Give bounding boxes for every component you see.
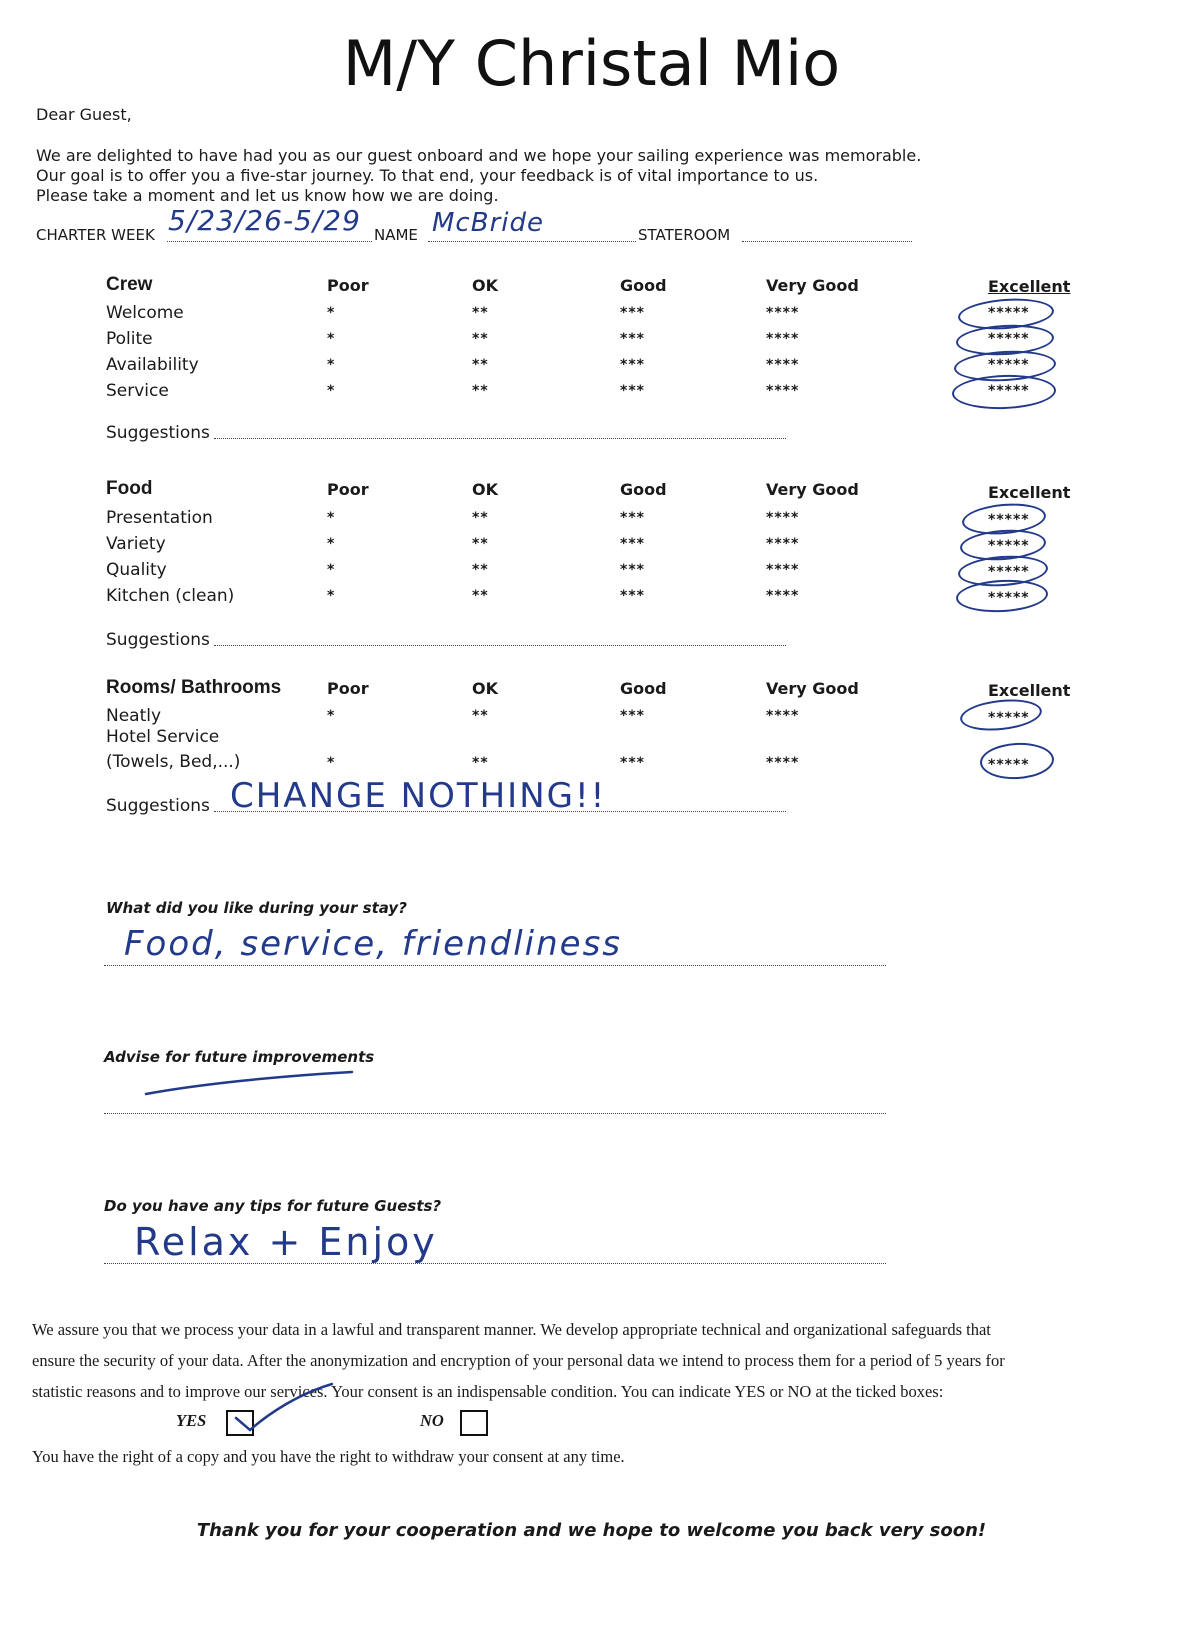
rating-very-good[interactable]: **** bbox=[766, 510, 800, 526]
rating-good[interactable]: *** bbox=[620, 383, 645, 399]
col-poor: Poor bbox=[327, 480, 369, 499]
consent-line-2: ensure the security of your data. After the anonymization and encryption of your personal data we intend to process them for a period of 5 years for bbox=[32, 1351, 1005, 1370]
rating-good[interactable]: *** bbox=[620, 305, 645, 321]
rating-poor[interactable]: * bbox=[327, 588, 336, 604]
stateroom-line[interactable] bbox=[742, 240, 912, 242]
row-label: (Towels, Bed,...) bbox=[106, 752, 241, 772]
answer-liked[interactable]: Food, service, friendliness bbox=[124, 924, 622, 964]
rating-ok[interactable]: ** bbox=[472, 588, 489, 604]
rating-excellent[interactable]: ***** bbox=[988, 710, 1030, 726]
consent-line-3: statistic reasons and to improve our services. Your consent is an indispensable condition. You can indicate YES or NO at the ticked boxes: bbox=[32, 1382, 944, 1401]
rating-good[interactable]: *** bbox=[620, 708, 645, 724]
rating-very-good[interactable]: **** bbox=[766, 305, 800, 321]
rating-good[interactable]: *** bbox=[620, 755, 645, 771]
col-ok: OK bbox=[472, 276, 498, 295]
no-checkbox[interactable] bbox=[460, 1410, 488, 1436]
row-label: Hotel Service bbox=[106, 727, 220, 747]
row-label: Neatly bbox=[106, 706, 162, 726]
rating-ok[interactable]: ** bbox=[472, 331, 489, 347]
rating-very-good[interactable]: **** bbox=[766, 383, 800, 399]
pen-stroke bbox=[140, 1066, 360, 1100]
suggestions-line[interactable] bbox=[214, 644, 786, 646]
salutation: Dear Guest, bbox=[36, 105, 132, 124]
rating-very-good[interactable]: **** bbox=[766, 331, 800, 347]
rating-excellent[interactable]: ***** bbox=[988, 590, 1030, 606]
rating-very-good[interactable]: **** bbox=[766, 562, 800, 578]
col-good: Good bbox=[620, 480, 667, 499]
intro-line-3: Please take a moment and let us know how we are doing. bbox=[36, 186, 499, 205]
no-label: NO bbox=[420, 1411, 444, 1430]
row-label: Variety bbox=[106, 534, 166, 554]
name-line bbox=[428, 240, 636, 242]
rating-excellent[interactable]: ***** bbox=[988, 331, 1030, 347]
rating-ok[interactable]: ** bbox=[472, 305, 489, 321]
suggestions-line[interactable] bbox=[214, 437, 786, 439]
rating-excellent[interactable]: ***** bbox=[988, 512, 1030, 528]
section-title-rooms: Rooms/ Bathrooms bbox=[106, 677, 282, 698]
rating-ok[interactable]: ** bbox=[472, 357, 489, 373]
row-label: Polite bbox=[106, 329, 153, 349]
answer-line-liked[interactable] bbox=[104, 964, 886, 966]
col-very-good: Very Good bbox=[766, 679, 859, 698]
rating-good[interactable]: *** bbox=[620, 588, 645, 604]
rating-poor[interactable]: * bbox=[327, 536, 336, 552]
rating-very-good[interactable]: **** bbox=[766, 357, 800, 373]
col-very-good: Very Good bbox=[766, 276, 859, 295]
rating-excellent[interactable]: ***** bbox=[988, 564, 1030, 580]
answer-tips[interactable]: Relax + Enjoy bbox=[134, 1220, 438, 1264]
rating-very-good[interactable]: **** bbox=[766, 536, 800, 552]
rating-poor[interactable]: * bbox=[327, 357, 336, 373]
row-label: Quality bbox=[106, 560, 167, 580]
row-label: Welcome bbox=[106, 303, 184, 323]
rating-excellent[interactable]: ***** bbox=[988, 757, 1030, 773]
consent-line-1: We assure you that we process your data in a lawful and transparent manner. We develop appropriate technical and organizational safeguards that bbox=[32, 1320, 991, 1339]
rating-excellent[interactable]: ***** bbox=[988, 538, 1030, 554]
col-very-good: Very Good bbox=[766, 480, 859, 499]
thanks-message: Thank you for your cooperation and we hope to welcome you back very soon! bbox=[196, 1520, 987, 1541]
rating-poor[interactable]: * bbox=[327, 708, 336, 724]
suggestions-label: Suggestions bbox=[106, 796, 210, 816]
stateroom-label: STATEROOM bbox=[638, 226, 731, 244]
col-excellent: Excellent bbox=[988, 681, 1071, 700]
question-tips: Do you have any tips for future Guests? bbox=[104, 1197, 442, 1215]
rating-good[interactable]: *** bbox=[620, 357, 645, 373]
rating-very-good[interactable]: **** bbox=[766, 755, 800, 771]
rating-poor[interactable]: * bbox=[327, 305, 336, 321]
col-poor: Poor bbox=[327, 276, 369, 295]
row-label: Service bbox=[106, 381, 169, 401]
rights-line: You have the right of a copy and you have the right to withdraw your consent at any time. bbox=[32, 1447, 625, 1466]
name-label: NAME bbox=[374, 226, 418, 244]
section-title-crew: Crew bbox=[106, 274, 153, 295]
answer-line-improvements[interactable] bbox=[104, 1112, 886, 1114]
rooms-suggestion-value[interactable]: CHANGE NOTHING!! bbox=[230, 776, 607, 816]
charter-week-line bbox=[167, 240, 372, 242]
rating-very-good[interactable]: **** bbox=[766, 708, 800, 724]
rating-poor[interactable]: * bbox=[327, 562, 336, 578]
rating-ok[interactable]: ** bbox=[472, 708, 489, 724]
col-poor: Poor bbox=[327, 679, 369, 698]
selection-circle bbox=[979, 741, 1055, 781]
col-excellent: Excellent bbox=[988, 277, 1071, 296]
col-good: Good bbox=[620, 679, 667, 698]
question-liked: What did you like during your stay? bbox=[106, 899, 407, 917]
rating-good[interactable]: *** bbox=[620, 510, 645, 526]
suggestions-label: Suggestions bbox=[106, 423, 210, 443]
rating-ok[interactable]: ** bbox=[472, 510, 489, 526]
rating-good[interactable]: *** bbox=[620, 536, 645, 552]
rating-good[interactable]: *** bbox=[620, 562, 645, 578]
rating-very-good[interactable]: **** bbox=[766, 588, 800, 604]
rating-excellent[interactable]: ***** bbox=[988, 357, 1030, 373]
rating-poor[interactable]: * bbox=[327, 331, 336, 347]
section-title-food: Food bbox=[106, 478, 153, 499]
row-label: Kitchen (clean) bbox=[106, 586, 235, 606]
col-excellent: Excellent bbox=[988, 483, 1071, 502]
col-ok: OK bbox=[472, 679, 498, 698]
page-title: M/Y Christal Mio bbox=[342, 27, 841, 100]
rating-excellent[interactable]: ***** bbox=[988, 383, 1030, 399]
question-improvements: Advise for future improvements bbox=[104, 1048, 375, 1066]
rating-ok[interactable]: ** bbox=[472, 755, 489, 771]
row-label: Presentation bbox=[106, 508, 213, 528]
rating-poor[interactable]: * bbox=[327, 383, 336, 399]
rating-good[interactable]: *** bbox=[620, 331, 645, 347]
col-good: Good bbox=[620, 276, 667, 295]
selection-circle bbox=[951, 373, 1056, 411]
suggestions-label: Suggestions bbox=[106, 630, 210, 650]
charter-week-label: CHARTER WEEK bbox=[36, 226, 155, 244]
charter-week-value[interactable]: 5/23/26-5/29 bbox=[168, 204, 361, 237]
rating-ok[interactable]: ** bbox=[472, 383, 489, 399]
rating-poor[interactable]: * bbox=[327, 510, 336, 526]
checkmark-icon bbox=[228, 1378, 338, 1438]
rating-excellent[interactable]: ***** bbox=[988, 305, 1030, 321]
rating-poor[interactable]: * bbox=[327, 755, 336, 771]
row-label: Availability bbox=[106, 355, 199, 375]
intro-line-1: We are delighted to have had you as our guest onboard and we hope your sailing experience was memorable. bbox=[36, 146, 922, 165]
yes-label: YES bbox=[176, 1411, 207, 1430]
rating-ok[interactable]: ** bbox=[472, 562, 489, 578]
rating-ok[interactable]: ** bbox=[472, 536, 489, 552]
intro-line-2: Our goal is to offer you a five-star journey. To that end, your feedback is of vital importance to us. bbox=[36, 166, 819, 185]
col-ok: OK bbox=[472, 480, 498, 499]
name-value[interactable]: McBride bbox=[432, 208, 544, 238]
selection-circle bbox=[959, 696, 1044, 734]
